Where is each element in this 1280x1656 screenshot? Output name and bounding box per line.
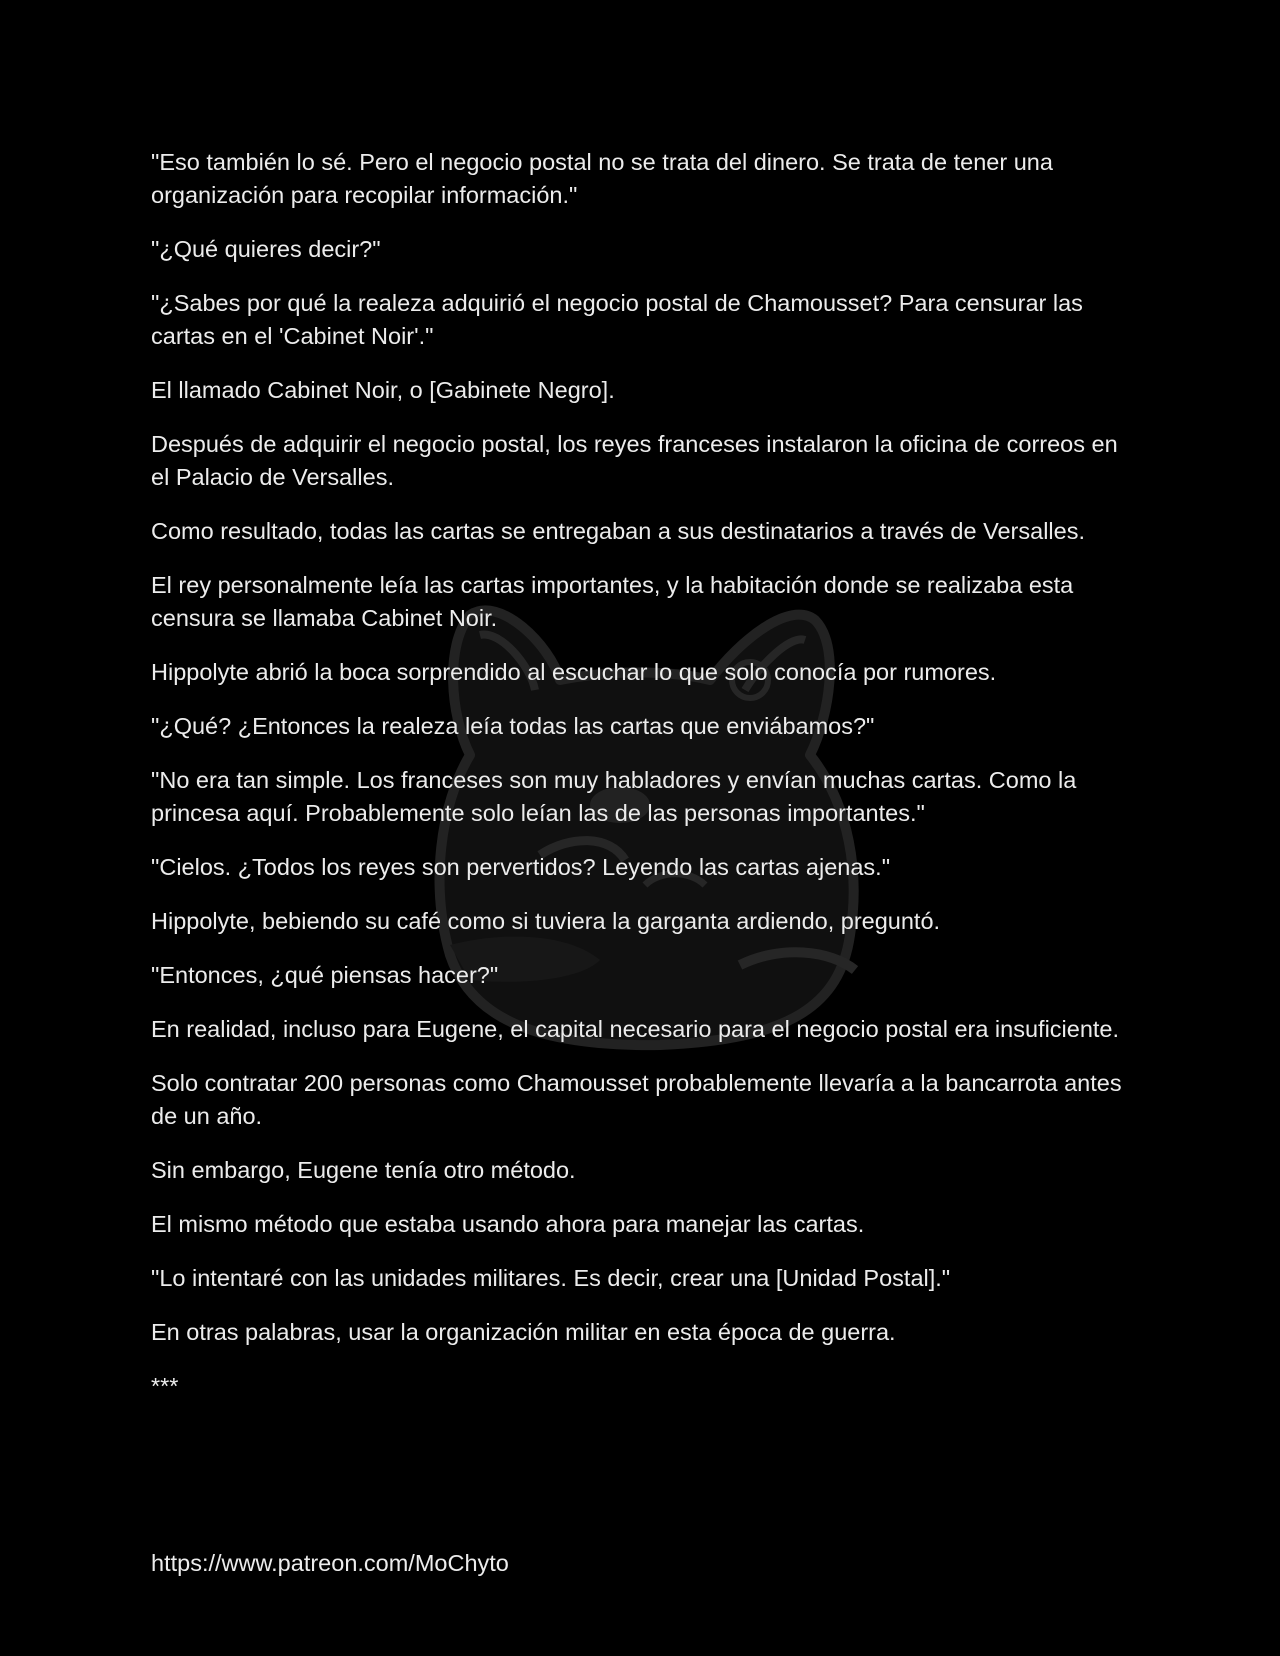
- paragraph: "Eso también lo sé. Pero el negocio postal no se trata del dinero. Se trata de tener una organización para recopilar información.": [151, 149, 1053, 208]
- paragraph: El mismo método que estaba usando ahora para manejar las cartas.: [151, 1211, 865, 1237]
- paragraph: Hippolyte, bebiendo su café como si tuviera la garganta ardiendo, preguntó.: [151, 908, 941, 934]
- paragraph: Solo contratar 200 personas como Chamousset probablemente llevaría a la bancarrota antes de un año.: [151, 1070, 1122, 1129]
- paragraph: "Cielos. ¿Todos los reyes son pervertidos? Leyendo las cartas ajenas.": [151, 854, 891, 880]
- paragraph: "¿Qué quieres decir?": [151, 236, 381, 262]
- section-separator: ***: [151, 1373, 179, 1399]
- chapter-text: [151, 146, 1131, 1424]
- paragraph: "¿Sabes por qué la realeza adquirió el negocio postal de Chamousset? Para censurar las cartas en el 'Cabinet Noir'.": [151, 290, 1083, 349]
- paragraph: "No era tan simple. Los franceses son muy habladores y envían muchas cartas. Como la princesa aquí. Probablemente solo leían las de las personas importantes.": [151, 767, 1077, 826]
- paragraph: Sin embargo, Eugene tenía otro método.: [151, 1157, 576, 1183]
- paragraph: El llamado Cabinet Noir, o [Gabinete Negro].: [151, 377, 615, 403]
- paragraph: "Entonces, ¿qué piensas hacer?": [151, 962, 499, 988]
- patreon-link[interactable]: https://www.patreon.com/MoChyto: [151, 1550, 509, 1576]
- paragraph: "Lo intentaré con las unidades militares. Es decir, crear una [Unidad Postal].": [151, 1265, 951, 1291]
- paragraph: Después de adquirir el negocio postal, los reyes franceses instalaron la oficina de correos en el Palacio de Versalles.: [151, 431, 1118, 490]
- paragraph: El rey personalmente leía las cartas importantes, y la habitación donde se realizaba esta censura se llamaba Cabinet Noir.: [151, 572, 1074, 631]
- paragraph: "¿Qué? ¿Entonces la realeza leía todas las cartas que enviábamos?": [151, 713, 875, 739]
- paragraph: Como resultado, todas las cartas se entregaban a sus destinatarios a través de Versalles.: [151, 518, 1085, 544]
- paragraph: En otras palabras, usar la organización militar en esta época de guerra.: [151, 1319, 896, 1345]
- paragraph: En realidad, incluso para Eugene, el capital necesario para el negocio postal era insuficiente.: [151, 1016, 1120, 1042]
- paragraph: Hippolyte abrió la boca sorprendido al escuchar lo que solo conocía por rumores.: [151, 659, 997, 685]
